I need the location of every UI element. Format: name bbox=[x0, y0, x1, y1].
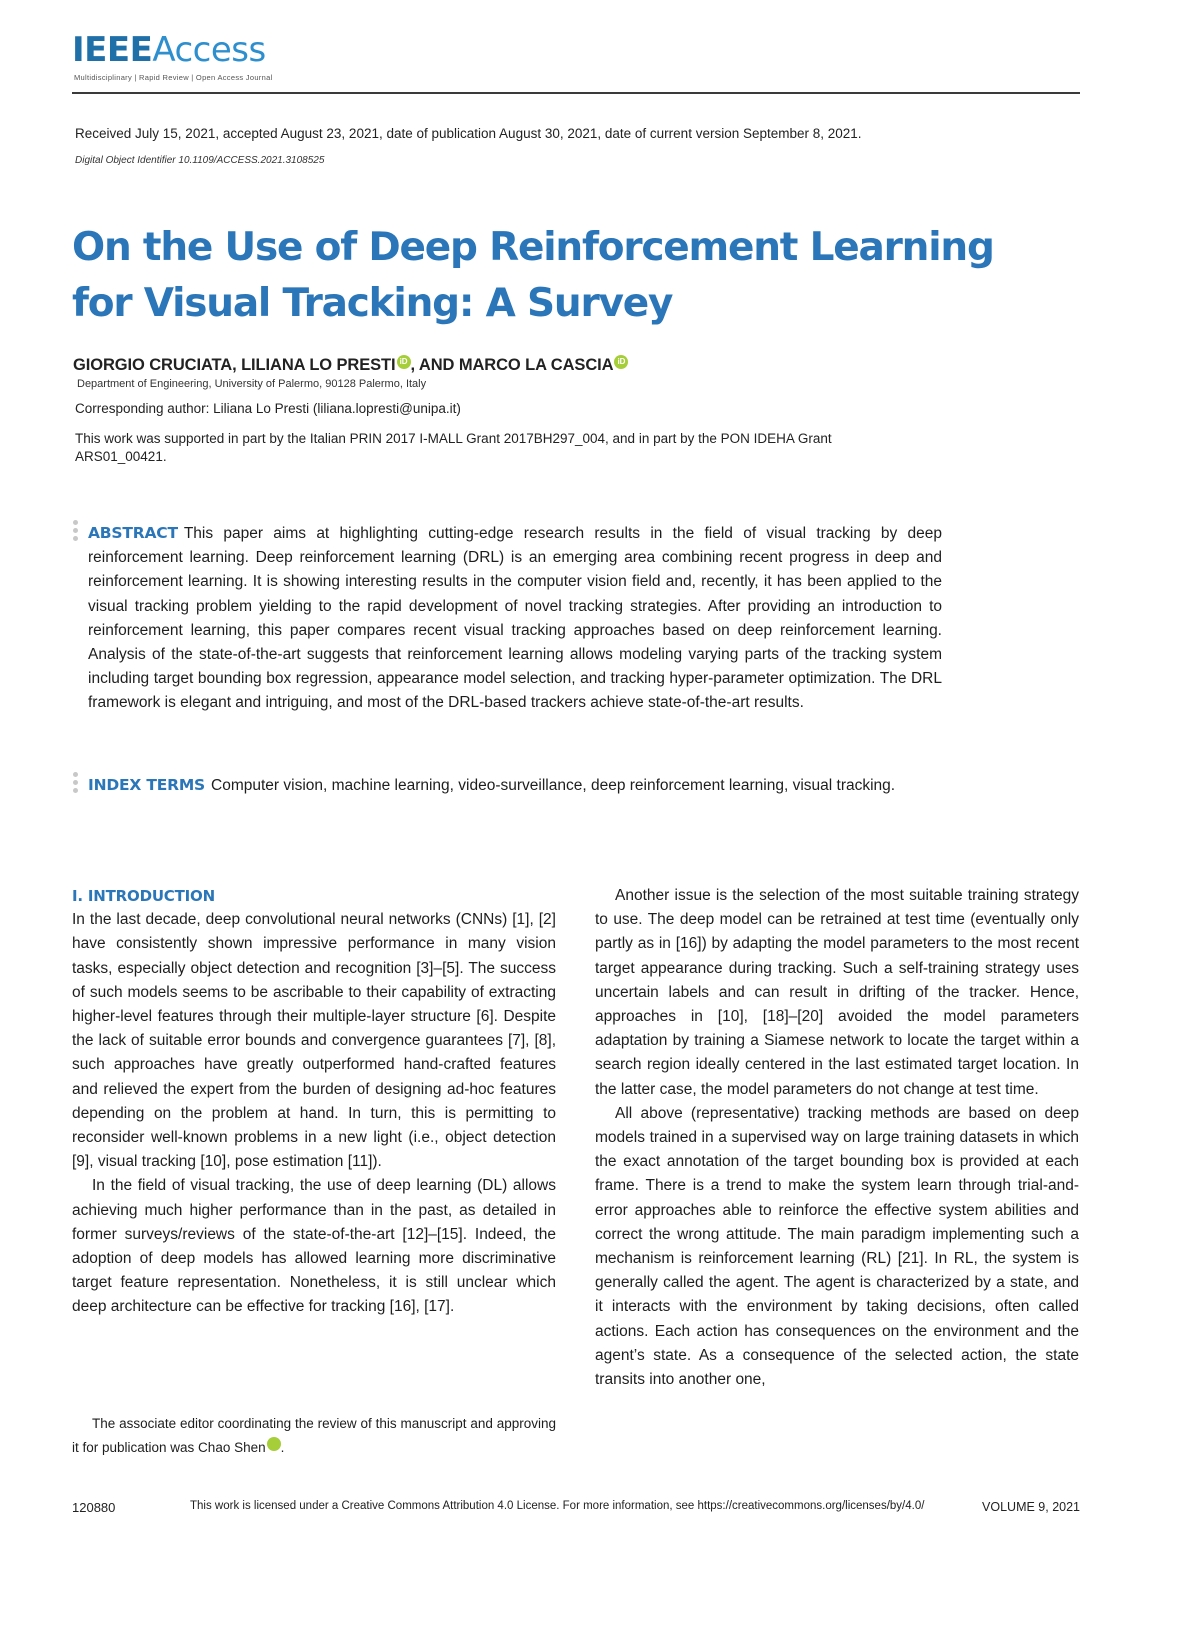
footnote-text: The associate editor coordinating the review of this manuscript and approving it for publication was Chao Shen bbox=[72, 1416, 556, 1455]
footnote bbox=[72, 1412, 556, 1460]
authors-part-2: , AND MARCO LA CASCIA bbox=[410, 356, 614, 374]
index-terms-marker-icon bbox=[73, 772, 79, 796]
paragraph: In the field of visual tracking, the use of deep learning (DL) allows achieving much higher performance than in the past, as detailed in former surveys/reviews of the state-of-the-art [12]–[15]. Indeed, the adoption of deep models has allowed learning more discriminative target feature representation. Nonetheless, it is still unclear which deep architecture can be effective for tracking [16], [17]. bbox=[72, 1177, 556, 1316]
right-column bbox=[595, 884, 1079, 1392]
section-heading: I. INTRODUCTION bbox=[72, 887, 215, 905]
left-column bbox=[72, 884, 556, 1320]
title-line-2: for Visual Tracking: A Survey bbox=[72, 281, 673, 326]
volume-info: VOLUME 9, 2021 bbox=[982, 1500, 1080, 1514]
funding-statement: This work was supported in part by the Italian PRIN 2017 I-MALL Grant 2017BH297_004, and in part by the PON IDEHA Grant ARS01_00421. bbox=[75, 431, 832, 464]
logo-tagline: Multidisciplinary | Rapid Review | Open Access Journal bbox=[74, 73, 273, 82]
affiliation: Department of Engineering, University of Palermo, 90128 Palermo, Italy bbox=[77, 378, 427, 390]
orcid-icon[interactable]: iD bbox=[397, 355, 411, 369]
footnote-end: . bbox=[280, 1440, 285, 1455]
journal-logo bbox=[72, 30, 266, 70]
corresponding-author: Corresponding author: Liliana Lo Presti (liliana.lopresti@unipa.it) bbox=[75, 401, 461, 416]
authors-part-1: GIORGIO CRUCIATA, LILIANA LO PRESTI bbox=[73, 356, 396, 374]
license-notice: This work is licensed under a Creative Commons Attribution 4.0 License. For more information, see https://creativecommons.org/licenses/by/4.0/ bbox=[190, 1500, 925, 1512]
paragraph: All above (representative) tracking methods are based on deep models trained in a supervised way on large training datasets in which the exact annotation of the target bounding box is provided at each frame. There is a trend to make the system learn through trial-and-error approaches able to reinforce the effective system abilities and correct the wrong attitude. The main paradigm implementing such a mechanism is reinforcement learning (RL) [21]. In RL, the system is generally called the agent. The agent is characterized by a state, and it interacts with the environment by taking decisions, often called actions. Each action has consequences on the environment and the agent’s state. As a consequence of the selected action, the state transits into another one, bbox=[595, 1104, 1079, 1389]
paragraph: Another issue is the selection of the most suitable training strategy to use. The deep model can be retrained at test time (eventually only partly as in [16]) by adapting the model parameters to the most recent target appearance during tracking. Such a self-training strategy uses uncertain labels and can result in drifting of the tracker. Hence, approaches in [10], [18]–[20] avoided the model parameters adaptation by training a Siamese network to locate the target within a search region ideally centered in the last estimated target location. In the latter case, the model parameters do not change at test time. bbox=[595, 887, 1079, 1098]
orcid-icon[interactable]: iD bbox=[614, 355, 628, 369]
index-terms-label: INDEX TERMS bbox=[88, 776, 206, 794]
title-line-1: On the Use of Deep Reinforcement Learning bbox=[72, 225, 994, 270]
paper-title bbox=[72, 220, 994, 332]
doi: Digital Object Identifier 10.1109/ACCESS.2021.3108525 bbox=[75, 155, 325, 166]
abstract-marker-icon bbox=[73, 520, 79, 544]
author-list bbox=[73, 355, 628, 375]
index-terms bbox=[88, 773, 942, 798]
orcid-icon[interactable]: iD bbox=[267, 1437, 281, 1451]
abstract bbox=[88, 521, 942, 716]
logo-ieee-text: IEEE bbox=[72, 30, 153, 70]
header-divider bbox=[72, 92, 1080, 94]
abstract-text: This paper aims at highlighting cutting-edge research results in the field of visual tracking by deep reinforcement learning. Deep reinforcement learning (DRL) is an emerging area combining recent progress in deep and reinforcement learning. It is showing interesting results in the computer vision field and, recently, it has been applied to the visual tracking problem yielding to the rapid development of novel tracking strategies. After providing an introduction to reinforcement learning, this paper compares recent visual tracking approaches based on deep reinforcement learning. Analysis of the state-of-the-art suggests that reinforcement learning allows modeling varying parts of the tracking system including target bounding box regression, appearance model selection, and tracking hyper-parameter optimization. The DRL framework is elegant and intriguing, and most of the DRL-based trackers achieve state-of-the-art results. bbox=[88, 525, 942, 712]
paragraph: In the last decade, deep convolutional neural networks (CNNs) [1], [2] have consistently shown impressive performance in many vision tasks, especially object detection and recognition [3]–[5]. The success of such models seems to be ascribable to their capability of extracting higher-level features through their multiple-layer structure [6]. Despite the lack of suitable error bounds and convergence guarantees [7], [8], such approaches have greatly outperformed hand-crafted features and relieved the expert from the burden of designing ad-hoc features depending on the problem at hand. In turn, this is permitting to reconsider well-known problems in a new light (i.e., object detection [9], visual tracking [10], pose estimation [11]). bbox=[72, 911, 556, 1171]
logo-access-text: Access bbox=[152, 30, 266, 70]
page-number: 120880 bbox=[72, 1500, 116, 1515]
abstract-label: ABSTRACT bbox=[88, 524, 178, 542]
publication-dates: Received July 15, 2021, accepted August 23, 2021, date of publication August 30, 2021, date of current version September 8, 2021. bbox=[75, 126, 862, 141]
index-terms-text: Computer vision, machine learning, video-surveillance, deep reinforcement learning, visual tracking. bbox=[211, 777, 896, 794]
